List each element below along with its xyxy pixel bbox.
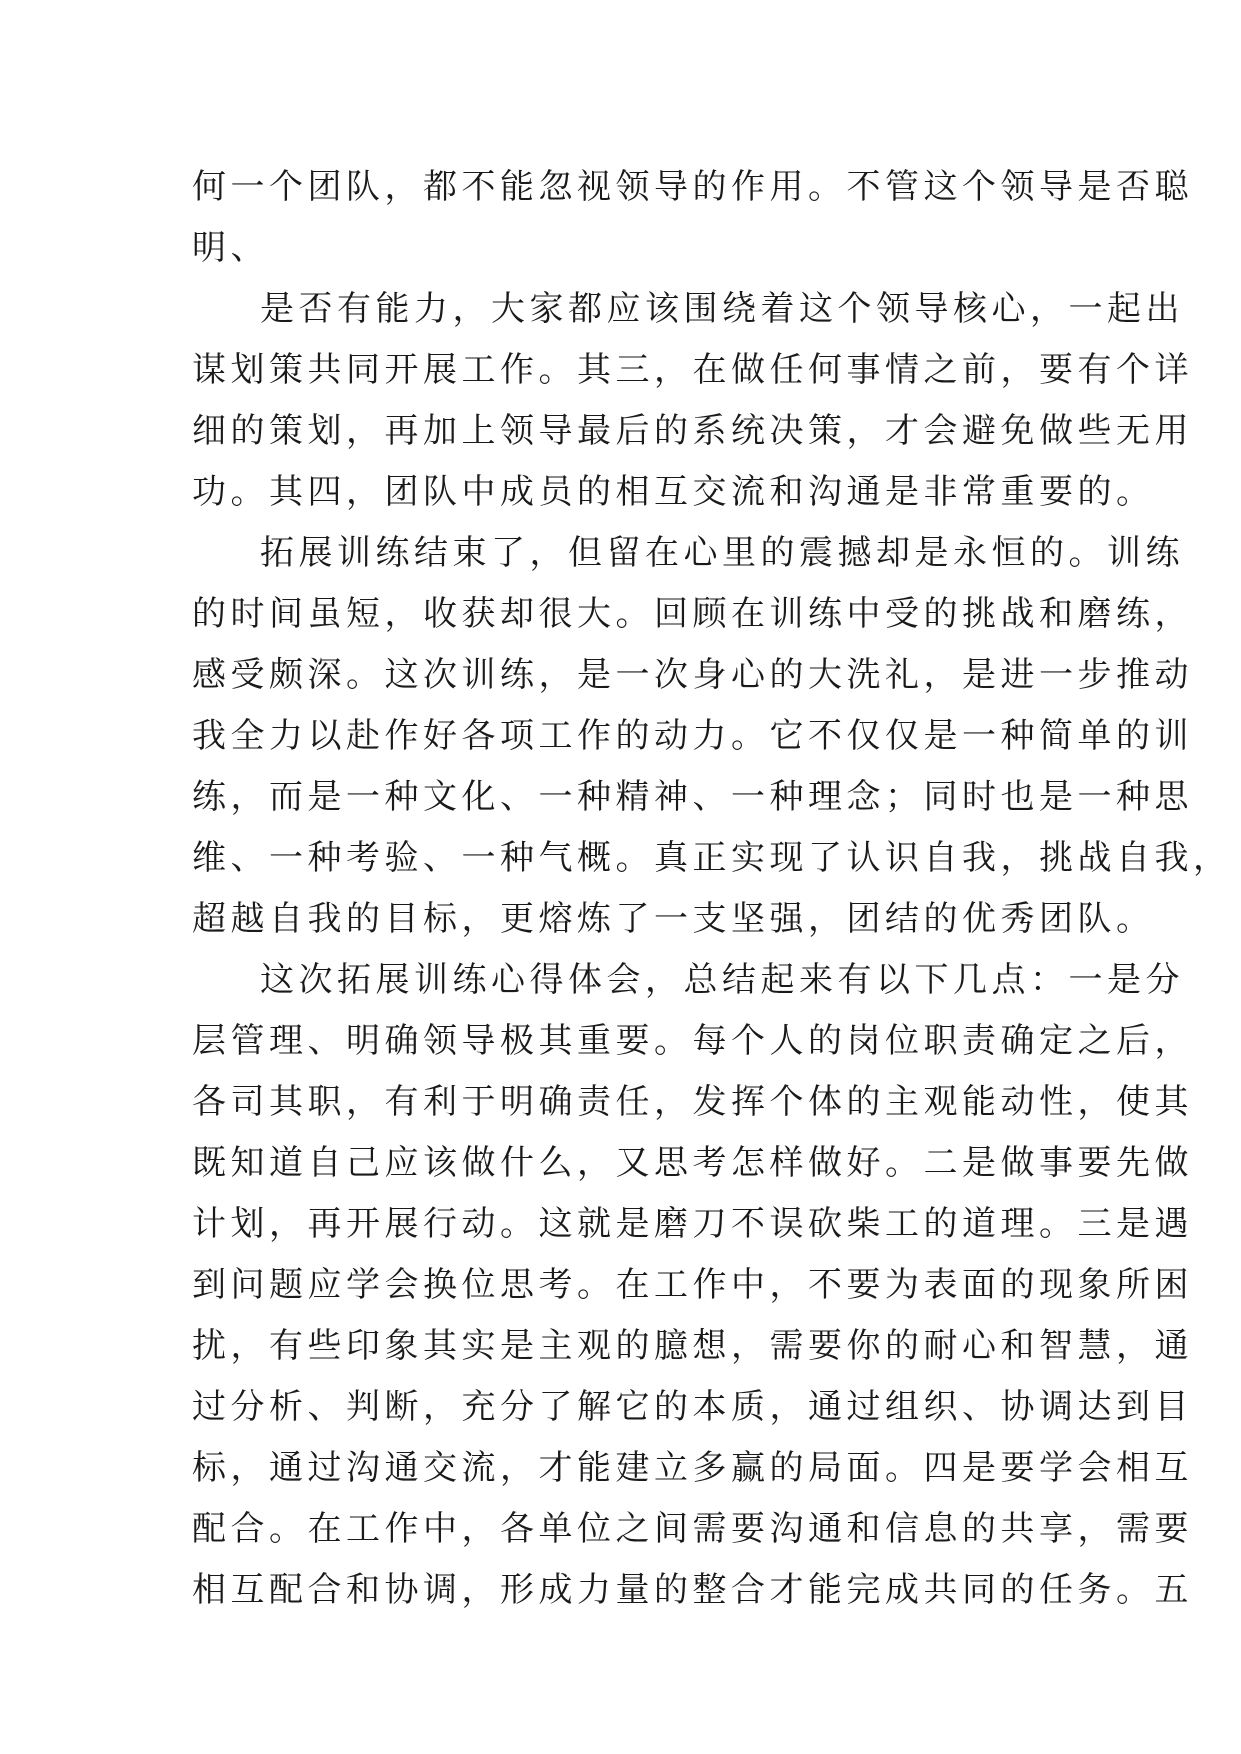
text-line: 配合。在工作中，各单位之间需要沟通和信息的共享，需要 xyxy=(192,1509,1193,1549)
text-line: 过分析、判断，充分了解它的本质，通过组织、协调达到目 xyxy=(192,1387,1193,1427)
paragraph-start-line: 拓展训练结束了，但留在心里的震撼却是永恒的。训练 xyxy=(260,533,1184,573)
text-line: 何一个团队，都不能忽视领导的作用。不管这个领导是否聪 xyxy=(192,167,1193,207)
text-line: 功。其四，团队中成员的相互交流和沟通是非常重要的。 xyxy=(192,472,1155,512)
text-line: 明、 xyxy=(192,228,269,268)
text-line: 谋划策共同开展工作。其三，在做任何事情之前，要有个详 xyxy=(192,350,1193,390)
text-line: 扰，有些印象其实是主观的臆想，需要你的耐心和智慧，通 xyxy=(192,1326,1193,1366)
text-line: 练，而是一种文化、一种精神、一种理念；同时也是一种思 xyxy=(192,777,1193,817)
text-line: 标，通过沟通交流，才能建立多赢的局面。四是要学会相互 xyxy=(192,1448,1193,1488)
text-line: 维、一种考验、一种气概。真正实现了认识自我，挑战自我， xyxy=(192,838,1232,878)
text-line: 层管理、明确领导极其重要。每个人的岗位职责确定之后， xyxy=(192,1021,1193,1061)
text-line: 我全力以赴作好各项工作的动力。它不仅仅是一种简单的训 xyxy=(192,716,1193,756)
text-line: 感受颇深。这次训练，是一次身心的大洗礼，是进一步推动 xyxy=(192,655,1193,695)
text-line: 到问题应学会换位思考。在工作中，不要为表面的现象所困 xyxy=(192,1265,1193,1305)
text-line: 各司其职，有利于明确责任，发挥个体的主观能动性，使其 xyxy=(192,1082,1193,1122)
paragraph-start-line: 这次拓展训练心得体会，总结起来有以下几点：一是分 xyxy=(260,960,1184,1000)
text-line: 相互配合和协调，形成力量的整合才能完成共同的任务。五 xyxy=(192,1570,1193,1610)
text-line: 计划，再开展行动。这就是磨刀不误砍柴工的道理。三是遇 xyxy=(192,1204,1193,1244)
text-line: 既知道自己应该做什么，又思考怎样做好。二是做事要先做 xyxy=(192,1143,1193,1183)
text-line: 超越自我的目标，更熔炼了一支坚强，团结的优秀团队。 xyxy=(192,899,1155,939)
paragraph-start-line: 是否有能力，大家都应该围绕着这个领导核心，一起出 xyxy=(260,289,1184,329)
document-body-text xyxy=(192,157,1232,1621)
text-line: 的时间虽短，收获却很大。回顾在训练中受的挑战和磨练， xyxy=(192,594,1193,634)
text-line: 细的策划，再加上领导最后的系统决策，才会避免做些无用 xyxy=(192,411,1193,451)
